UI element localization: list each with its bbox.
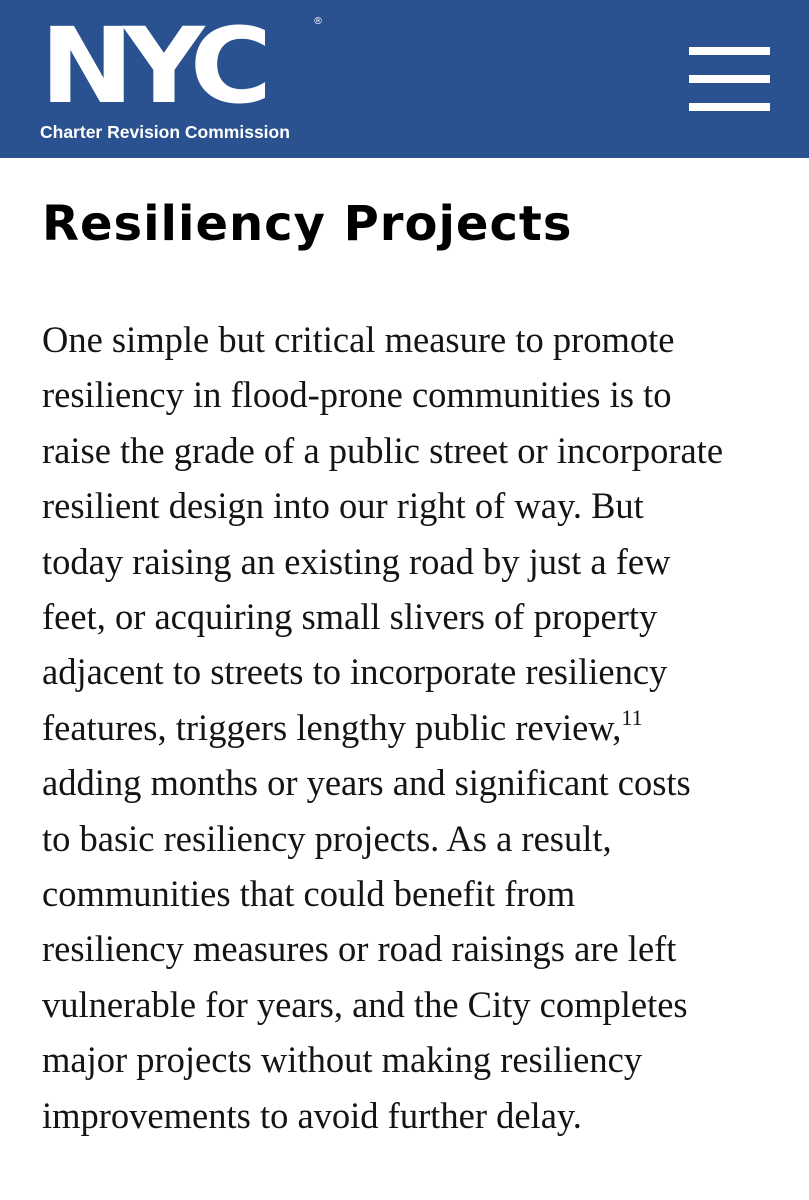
logo-subtitle: Charter Revision Commission [40,122,290,142]
page-title: Resiliency Projects [42,196,573,252]
body-line: One simple but critical measure to promote [42,319,675,360]
footnote-link[interactable]: 11 [621,704,643,730]
body-line: adjacent to streets to incorporate resiliency [42,651,668,693]
site-header [0,0,809,158]
body-line: resiliency measures or road raisings are left [42,928,677,970]
menu-bar-top [689,47,770,55]
article-body [42,312,782,1143]
body-line: today raising an existing road by just a few [42,540,671,582]
body-line: raise the grade of a public street or incorporate [42,429,724,471]
body-line: major projects without making resiliency [42,1039,643,1081]
body-line: adding months or years and significant costs [42,762,691,804]
body-line: resiliency in flood-prone communities is to [42,374,672,416]
nyc-logo[interactable] [40,5,340,149]
registered-mark: ® [313,16,323,27]
body-line: feet, or acquiring small slivers of property [42,596,658,638]
hamburger-menu-icon[interactable] [689,47,770,111]
body-line: features, triggers lengthy public review, [42,706,622,748]
menu-bar-bottom [689,103,770,111]
body-line: communities that could benefit from [42,873,576,915]
body-line-with-footnote [42,700,782,755]
body-line: vulnerable for years, and the City completes [42,983,688,1025]
body-line: resilient design into our right of way. But [42,485,644,527]
logo-wordmark: NYC [40,5,262,127]
body-line: to basic resiliency projects. As a result, [42,817,612,859]
body-line: improvements to avoid further delay. [42,1094,582,1136]
menu-bar-middle [689,75,770,83]
